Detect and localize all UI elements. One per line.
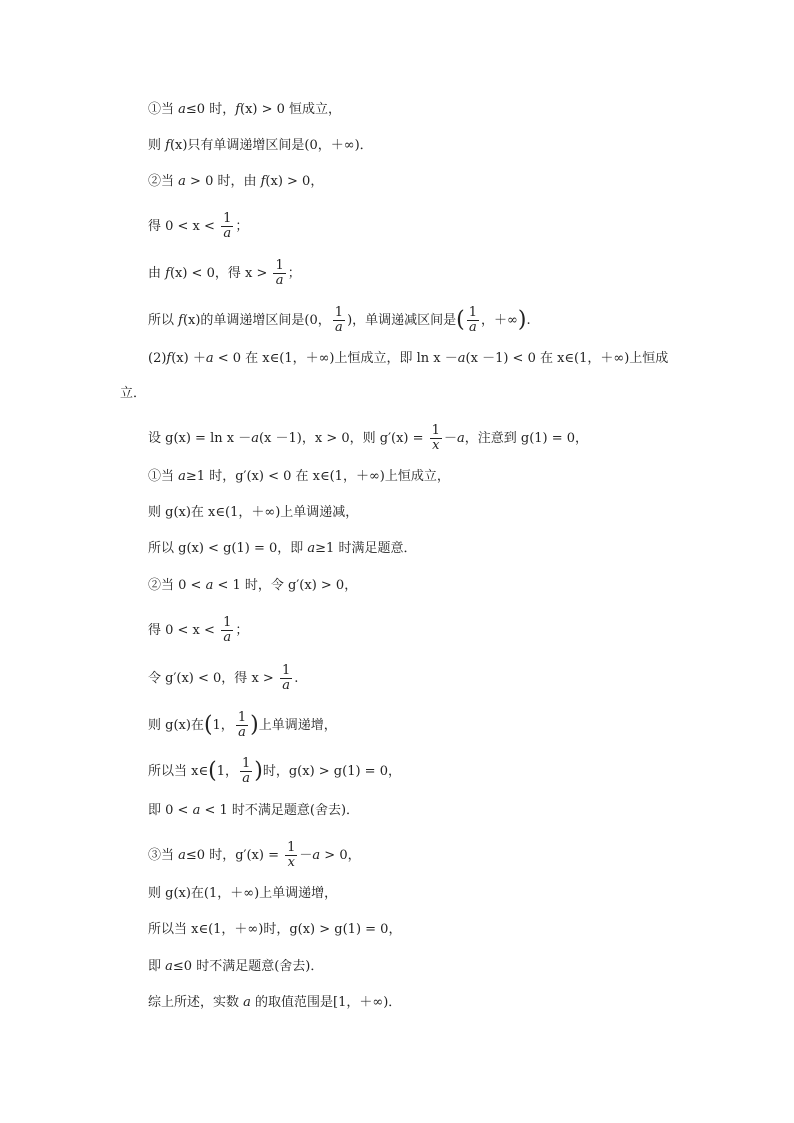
line-12 [148, 539, 416, 559]
text-run: (x)的单调递增区间是(0， [182, 313, 331, 328]
text-run: 即 [148, 959, 166, 974]
fraction-denominator: a [238, 725, 246, 740]
fraction-numerator: 1 [287, 840, 296, 855]
line-8 [120, 384, 146, 404]
math-variable: a [205, 351, 214, 366]
math-variable: f [178, 313, 183, 328]
fraction [221, 212, 233, 241]
text-run: ≤0 时，g′(x) = [185, 848, 284, 863]
text-run: 立． [120, 386, 147, 401]
text-run: ③当 [148, 848, 179, 863]
text-run: － [443, 431, 457, 446]
math-variable: f [165, 266, 170, 281]
text-run: < 0 在 x∈(1，＋∞)上恒成立，即 ln x － [213, 351, 458, 366]
fraction-numerator: 1 [237, 710, 247, 725]
text-run: (2) [148, 351, 167, 366]
text-run: 得 0 < x < [148, 623, 220, 638]
fraction-numerator: 1 [223, 211, 232, 226]
text-run: 令 g′(x) < 0，得 x > [148, 671, 278, 686]
line-22 [148, 957, 323, 977]
line-11 [148, 503, 358, 523]
text-run: (x) < 0，得 x > [169, 266, 272, 281]
math-variable: a [165, 959, 173, 974]
math-variable: a [178, 469, 186, 484]
line-2 [148, 136, 373, 156]
fraction [285, 841, 297, 870]
fraction-denominator: a [282, 678, 290, 693]
text-run: )，单调递减区间是 [347, 313, 457, 328]
line-20 [148, 884, 337, 904]
text-run: > 0 时，由 [185, 174, 261, 189]
math-variable: f [235, 102, 241, 117]
text-run: . [294, 671, 299, 686]
math-variable: a [307, 541, 316, 556]
line-15 [148, 664, 298, 693]
line-7 [148, 349, 668, 369]
text-run: ≥1 时满足题意． [315, 541, 417, 556]
text-run: 所以 g(x) < g(1) = 0，即 [148, 541, 308, 556]
math-variable: a [456, 431, 465, 446]
large-paren: ) [517, 307, 527, 333]
text-run: ，＋∞ [481, 313, 518, 328]
large-paren: ) [250, 712, 259, 738]
fraction-denominator: x [432, 438, 440, 453]
fraction-numerator: 1 [241, 756, 251, 771]
line-1 [148, 100, 341, 120]
text-run: 综上所述，实数 [148, 995, 244, 1010]
text-run: ≥1 时，g′(x) < 0 在 x∈(1，＋∞)上恒成立， [185, 469, 450, 484]
text-run: 即 0 < [148, 803, 193, 818]
line-10 [148, 467, 450, 487]
math-variable: a [312, 848, 321, 863]
line-19 [148, 841, 361, 870]
text-run: 则 [148, 138, 166, 153]
text-run: 所以当 x∈ [148, 764, 209, 779]
math-variable: a [178, 102, 186, 117]
line-4 [148, 212, 248, 241]
math-variable: a [251, 431, 259, 446]
text-run: 则 g(x)在 x∈(1，＋∞)上单调递减， [148, 505, 359, 520]
text-run: (x) > 0 恒成立， [240, 102, 342, 117]
line-17 [148, 757, 401, 786]
text-run: ； [235, 623, 249, 638]
large-paren: ( [208, 758, 217, 784]
text-run: 由 [148, 266, 166, 281]
fraction-denominator: x [287, 855, 295, 870]
fraction-numerator: 1 [468, 305, 478, 320]
text-run: 则 g(x)在 [148, 718, 204, 733]
fraction [280, 664, 292, 693]
fraction-denominator: a [275, 273, 284, 288]
text-run: － [299, 848, 313, 863]
text-run: 的取值范围是[1，＋∞)． [250, 995, 402, 1010]
fraction [236, 711, 248, 740]
text-run: ≤0 时不满足题意(舍去)． [172, 959, 324, 974]
fraction [333, 306, 345, 335]
math-variable: f [165, 138, 170, 153]
line-14 [148, 616, 248, 645]
text-run: 1， [216, 764, 238, 779]
math-variable: a [192, 803, 201, 818]
large-paren: ( [203, 712, 213, 738]
fraction-numerator: 1 [281, 663, 291, 678]
fraction [430, 424, 442, 453]
text-run: 设 g(x) = ln x － [148, 431, 252, 446]
text-run: ②当 [148, 174, 179, 189]
line-16 [148, 711, 337, 740]
math-variable: f [166, 351, 172, 366]
fraction-denominator: a [223, 226, 232, 241]
line-13 [148, 576, 357, 596]
text-run: 得 0 < x < [148, 219, 220, 234]
math-variable: a [178, 848, 186, 863]
text-run: < 1 时，令 g′(x) > 0， [213, 578, 358, 593]
fraction [467, 306, 479, 335]
math-variable: a [457, 351, 466, 366]
text-run: (x －1)，x > 0，则 g′(x) = [258, 431, 428, 446]
fraction-denominator: a [223, 630, 232, 645]
fraction-denominator: a [242, 771, 250, 786]
text-run: 时，g(x) > g(1) = 0， [262, 764, 401, 779]
text-run: 上单调递增， [258, 718, 337, 733]
text-run: ≤0 时， [185, 102, 236, 117]
line-18 [148, 801, 359, 821]
line-6 [148, 306, 531, 335]
text-run: > 0， [320, 848, 361, 863]
text-run: . [526, 313, 531, 328]
text-run: ，注意到 g(1) = 0， [464, 431, 589, 446]
text-run: < 1 时不满足题意(舍去)． [200, 803, 360, 818]
line-5 [148, 259, 301, 288]
fraction [221, 616, 233, 645]
text-run: ①当 [148, 102, 179, 117]
text-run: ①当 [148, 469, 179, 484]
text-run: (x)只有单调递增区间是(0，＋∞)． [169, 138, 373, 153]
large-paren: ) [254, 758, 263, 784]
math-variable: f [260, 174, 266, 189]
text-run: (x) ＋ [171, 351, 206, 366]
line-9 [148, 424, 588, 453]
text-run: 所以当 x∈(1，＋∞)时，g(x) > g(1) = 0， [148, 922, 402, 937]
line-23 [148, 993, 401, 1013]
text-run: ； [235, 219, 249, 234]
large-paren: ( [456, 307, 465, 333]
text-run: 所以 [148, 313, 179, 328]
fraction-denominator: a [335, 320, 343, 335]
line-21 [148, 920, 401, 940]
fraction [240, 757, 252, 786]
fraction-numerator: 1 [223, 615, 232, 630]
math-variable: a [178, 174, 186, 189]
text-run: (x) > 0， [265, 174, 324, 189]
math-variable: a [205, 578, 214, 593]
fraction-numerator: 1 [275, 258, 284, 273]
text-run: ； [287, 266, 301, 281]
fraction-numerator: 1 [334, 305, 344, 320]
text-run: ②当 0 < [148, 578, 206, 593]
text-run: 则 g(x)在(1，＋∞)上单调递增， [148, 886, 338, 901]
math-variable: a [243, 995, 251, 1010]
text-run: 1， [212, 718, 234, 733]
line-3 [148, 172, 323, 192]
fraction [273, 259, 285, 288]
text-run: (x －1) < 0 在 x∈(1，＋∞)上恒成 [465, 351, 669, 366]
fraction-numerator: 1 [431, 423, 440, 438]
fraction-denominator: a [468, 320, 477, 335]
